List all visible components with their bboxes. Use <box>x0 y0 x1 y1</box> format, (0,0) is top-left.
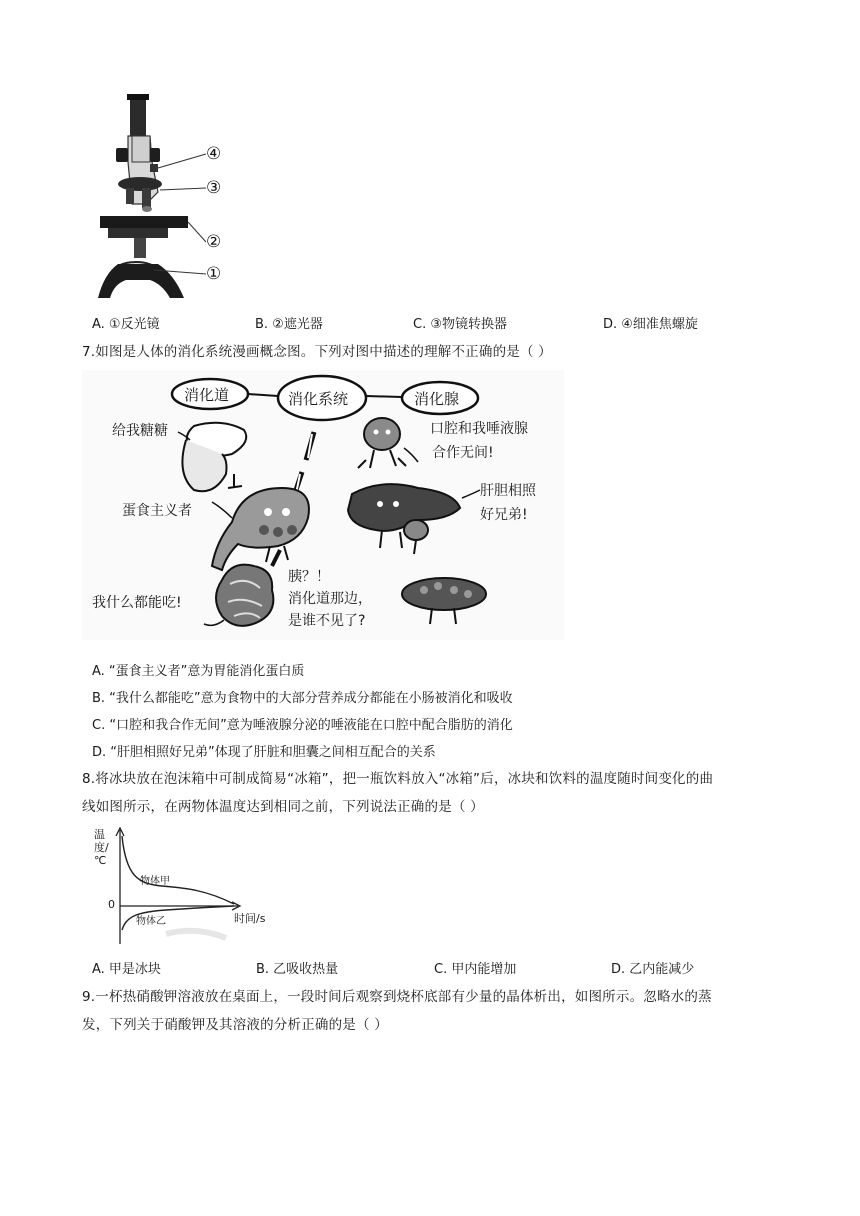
q6-option-b[interactable]: B. ②遮光器 <box>255 317 323 332</box>
caption-intestine: 我什么都能吃! <box>92 595 182 611</box>
caption-liver-1: 肝胆相照 <box>480 483 536 499</box>
series-label-yi: 物体乙 <box>136 916 166 927</box>
bubble-digestive-system: 消化系统 <box>288 390 349 408</box>
bubble-digestive-gland: 消化腺 <box>414 390 460 408</box>
microscope-figure <box>88 92 238 304</box>
caption-salivary-1: 口腔和我唾液腺 <box>430 421 528 437</box>
chart-ylabel: 温度/℃ <box>94 828 109 867</box>
label-1: ① <box>206 264 222 284</box>
q9-stem-line1: 9.一杯热硝酸钾溶液放在桌面上，一段时间后观察到烧杯底部有少量的晶体析出，如图所示。忽略水的蒸 <box>82 989 712 1005</box>
chart-y-tick-0: 0 <box>108 898 115 911</box>
bubble-digestive-tract: 消化道 <box>184 386 230 404</box>
caption-pancreas-1: 胰？！ <box>288 569 330 585</box>
caption-liver-2: 好兄弟! <box>480 507 528 523</box>
q8-option-c[interactable]: C. 甲内能增加 <box>434 962 517 977</box>
chart-xlabel: 时间/s <box>234 912 266 925</box>
q7-stem: 7.如图是人体的消化系统漫画概念图。下列对图中描述的理解不正确的是（ ） <box>82 344 552 360</box>
caption-pancreas-3: 是谁不见了? <box>288 613 366 629</box>
q8-stem-line1: 8.将冰块放在泡沫箱中可制成简易“冰箱”，把一瓶饮料放入“冰箱”后，冰块和饮料的温度随时间变化的曲 <box>82 771 714 787</box>
q6-option-d[interactable]: D. ④细准焦螺旋 <box>603 317 698 332</box>
caption-tongue: 给我糖糖 <box>112 423 168 439</box>
caption-stomach: 蛋食主义者 <box>122 503 192 519</box>
q6-option-c[interactable]: C. ③物镜转换器 <box>413 317 507 332</box>
temperature-time-chart <box>86 826 286 948</box>
q8-option-d[interactable]: D. 乙内能减少 <box>611 962 695 977</box>
q6-option-a[interactable]: A. ①反光镜 <box>92 317 160 332</box>
label-2: ② <box>206 232 222 252</box>
q7-option-c[interactable]: C. “口腔和我合作无间”意为唾液腺分泌的唾液能在口腔中配合脂肪的消化 <box>92 718 513 733</box>
label-3: ③ <box>206 178 222 198</box>
series-label-jia: 物体甲 <box>140 876 170 887</box>
q7-option-a[interactable]: A. “蛋食主义者”意为胃能消化蛋白质 <box>92 664 305 679</box>
label-4: ④ <box>206 144 222 164</box>
digestive-system-cartoon <box>82 370 564 640</box>
caption-pancreas-2: 消化道那边， <box>288 591 372 607</box>
caption-salivary-2: 合作无间! <box>432 445 494 461</box>
q7-option-b[interactable]: B. “我什么都能吃”意为食物中的大部分营养成分都能在小肠被消化和吸收 <box>92 691 513 706</box>
q8-option-b[interactable]: B. 乙吸收热量 <box>256 962 339 977</box>
series-line-jia <box>122 836 234 904</box>
q8-option-a[interactable]: A. 甲是冰块 <box>92 962 161 977</box>
q9-stem-line2: 发，下列关于硝酸钾及其溶液的分析正确的是（ ） <box>82 1017 388 1033</box>
q8-stem-line2: 线如图所示，在两物体温度达到相同之前，下列说法正确的是（ ） <box>82 799 484 815</box>
q7-option-d[interactable]: D. “肝胆相照好兄弟”体现了肝脏和胆囊之间相互配合的关系 <box>92 745 436 760</box>
